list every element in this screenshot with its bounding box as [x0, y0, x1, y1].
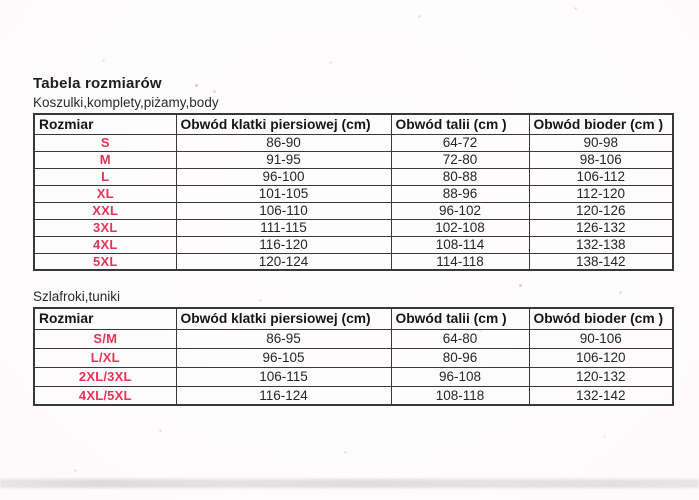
- page-title: Tabela rozmiarów: [33, 75, 162, 92]
- size-cell: XXL: [34, 202, 176, 219]
- table-row: [34, 348, 673, 367]
- table-row: [34, 202, 673, 219]
- size-cell: 5XL: [34, 253, 176, 270]
- column-header-rozmiar: Rozmiar: [34, 308, 176, 329]
- column-header-rozmiar: Rozmiar: [34, 114, 176, 134]
- size-cell: 2XL/3XL: [34, 367, 176, 386]
- size-cell: S/M: [34, 329, 176, 348]
- hips-cell: 126-132: [529, 219, 673, 236]
- table-header-row: [34, 308, 673, 329]
- size-cell: L/XL: [34, 348, 176, 367]
- waist-cell: 64-72: [391, 134, 529, 151]
- waist-cell: 64-80: [391, 329, 529, 348]
- hips-cell: 132-138: [529, 236, 673, 253]
- scan-smudge: [0, 479, 699, 488]
- size-table-koszulki: [33, 113, 674, 271]
- table-row: [34, 185, 673, 202]
- chest-cell: 106-110: [176, 202, 391, 219]
- paper-noise: [0, 0, 1, 1]
- size-cell: S: [34, 134, 176, 151]
- chest-cell: 116-120: [176, 236, 391, 253]
- size-cell: 3XL: [34, 219, 176, 236]
- section-label-szlafroki: Szlafroki,tuniki: [33, 289, 121, 304]
- chest-cell: 120-124: [176, 253, 391, 270]
- table-row: [34, 134, 673, 151]
- hips-cell: 120-132: [529, 367, 673, 386]
- table-row: [34, 329, 673, 348]
- column-header-hips: Obwód bioder (cm ): [529, 308, 673, 329]
- chest-cell: 111-115: [176, 219, 391, 236]
- hips-cell: 120-126: [529, 202, 673, 219]
- hips-cell: 98-106: [529, 151, 673, 168]
- column-header-hips: Obwód bioder (cm ): [529, 114, 673, 134]
- waist-cell: 80-96: [391, 348, 529, 367]
- hips-cell: 106-120: [529, 348, 673, 367]
- waist-cell: 108-114: [391, 236, 529, 253]
- section-label-koszulki: Koszulki,komplety,piżamy,body: [33, 95, 219, 110]
- chest-cell: 106-115: [176, 367, 391, 386]
- table-header-row: [34, 114, 673, 134]
- size-cell: M: [34, 151, 176, 168]
- size-cell: 4XL: [34, 236, 176, 253]
- table-row: [34, 367, 673, 386]
- waist-cell: 114-118: [391, 253, 529, 270]
- chest-cell: 91-95: [176, 151, 391, 168]
- hips-cell: 138-142: [529, 253, 673, 270]
- table-row: [34, 386, 673, 405]
- table-row: [34, 219, 673, 236]
- waist-cell: 108-118: [391, 386, 529, 405]
- chest-cell: 101-105: [176, 185, 391, 202]
- table-row: [34, 151, 673, 168]
- hips-cell: 112-120: [529, 185, 673, 202]
- column-header-chest: Obwód klatki piersiowej (cm): [176, 114, 391, 134]
- table-row: [34, 236, 673, 253]
- column-header-chest: Obwód klatki piersiowej (cm): [176, 308, 391, 329]
- chest-cell: 96-100: [176, 168, 391, 185]
- chest-cell: 96-105: [176, 348, 391, 367]
- table-row: [34, 168, 673, 185]
- waist-cell: 72-80: [391, 151, 529, 168]
- waist-cell: 80-88: [391, 168, 529, 185]
- hips-cell: 132-142: [529, 386, 673, 405]
- chest-cell: 86-95: [176, 329, 391, 348]
- hips-cell: 106-112: [529, 168, 673, 185]
- column-header-waist: Obwód talii (cm ): [391, 114, 529, 134]
- table-row: [34, 253, 673, 270]
- column-header-waist: Obwód talii (cm ): [391, 308, 529, 329]
- waist-cell: 96-108: [391, 367, 529, 386]
- chest-cell: 86-90: [176, 134, 391, 151]
- size-cell: XL: [34, 185, 176, 202]
- hips-cell: 90-98: [529, 134, 673, 151]
- waist-cell: 96-102: [391, 202, 529, 219]
- size-cell: L: [34, 168, 176, 185]
- waist-cell: 88-96: [391, 185, 529, 202]
- waist-cell: 102-108: [391, 219, 529, 236]
- hips-cell: 90-106: [529, 329, 673, 348]
- size-table-szlafroki: [33, 307, 674, 406]
- chest-cell: 116-124: [176, 386, 391, 405]
- size-cell: 4XL/5XL: [34, 386, 176, 405]
